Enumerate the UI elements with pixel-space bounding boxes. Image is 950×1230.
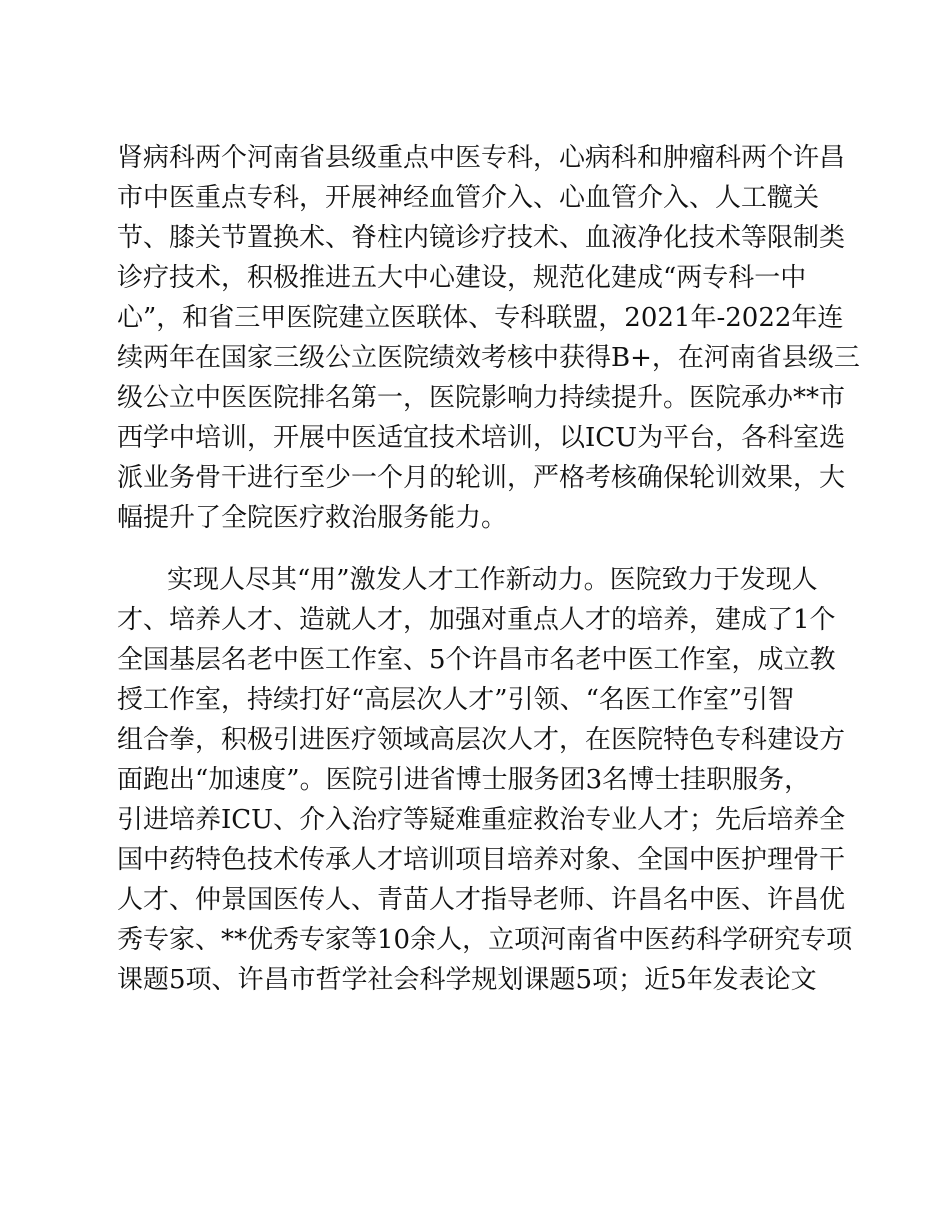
text-line: 派业务骨干进行至少一个月的轮训，严格考核确保轮训效果，大 (117, 463, 846, 493)
text-line: 市中医重点专科，开展神经血管介入、心血管介入、人工髋关 (117, 183, 820, 213)
text-line: 国中药特色技术传承人才培训项目培养对象、全国中医护理骨干 (117, 845, 846, 875)
text-line: 肾病科两个河南省县级重点中医专科，心病科和肿瘤科两个许昌 (117, 143, 846, 173)
text-line: 课题5项、许昌市哲学社会科学规划课题5项；近5年发表论文 (117, 965, 817, 995)
text-line: 心”，和省三甲医院建立医联体、专科联盟，2021年-2022年连 (117, 303, 844, 333)
text-line: 幅提升了全院医疗救治服务能力。 (117, 503, 508, 533)
text-line: 级公立中医医院排名第一，医院影响力持续提升。医院承办**市 (117, 383, 846, 413)
text-line: 授工作室，持续打好“高层次人才”引领、“名医工作室”引智 (117, 685, 795, 715)
text-line: 节、膝关节置换术、脊柱内镜诊疗技术、血液净化技术等限制类 (117, 223, 846, 253)
text-line: 人才、仲景国医传人、青苗人才指导老师、许昌名中医、许昌优 (117, 885, 846, 915)
text-line: 西学中培训，开展中医适宜技术培训，以ICU为平台，各科室选 (117, 423, 846, 453)
text-line: 全国基层名老中医工作室、5个许昌市名老中医工作室，成立教 (117, 645, 836, 675)
text-line: 诊疗技术，积极推进五大中心建设，规范化建成“两专科一中 (117, 263, 807, 293)
text-line: 续两年在国家三级公立医院绩效考核中获得B+，在河南省县级三 (117, 343, 860, 373)
text-line: 秀专家、**优秀专家等10余人，立项河南省中医药科学研究专项 (117, 925, 853, 955)
paragraph-first-line: 实现人尽其“用”激发人才工作新动力。医院致力于发现人 (167, 565, 818, 595)
text-line: 组合拳，积极引进医疗领域高层次人才，在医院特色专科建设方 (117, 725, 846, 755)
text-line: 才、培养人才、造就人才，加强对重点人才的培养，建成了1个 (117, 605, 836, 635)
text-line: 引进培养ICU、介入治疗等疑难重症救治专业人才；先后培养全 (117, 805, 846, 835)
text-line: 面跑出“加速度”。医院引进省博士服务团3名博士挂职服务， (117, 765, 811, 795)
